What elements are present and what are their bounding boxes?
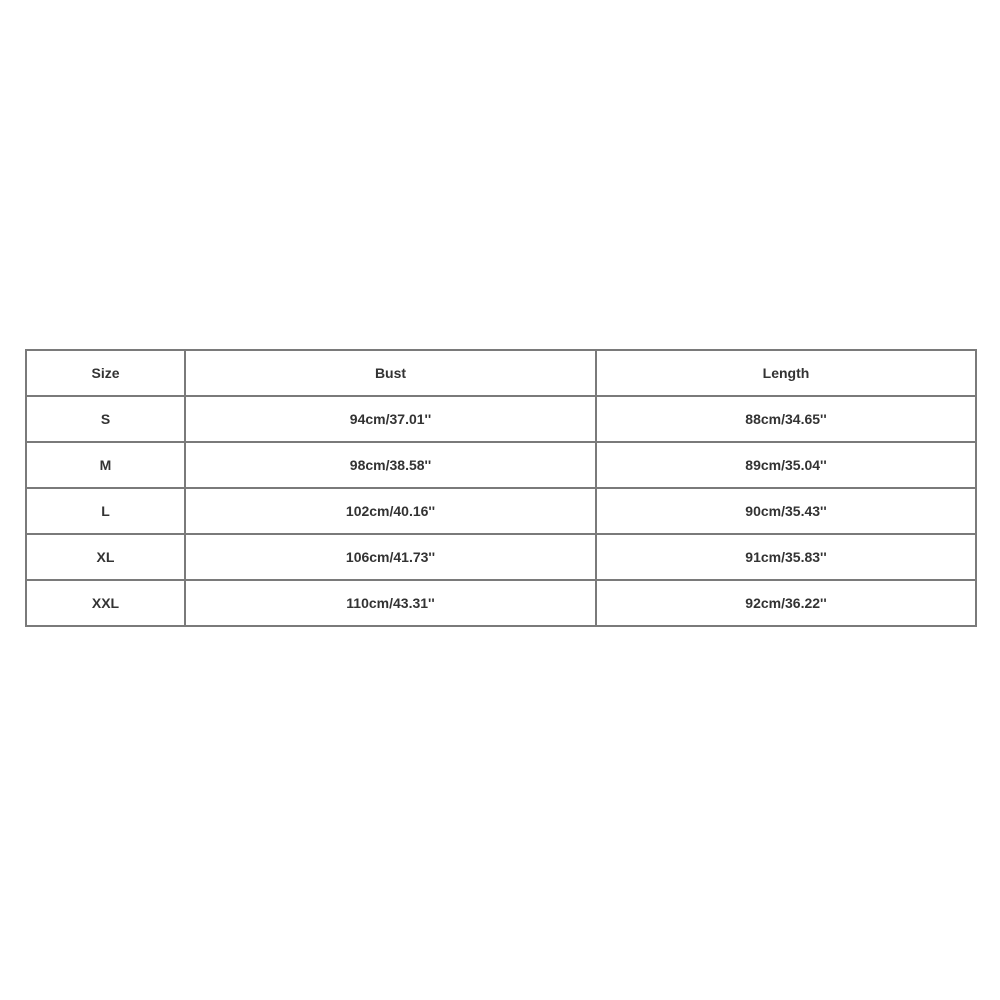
cell-length: 89cm/35.04'' bbox=[596, 442, 976, 488]
header-size: Size bbox=[26, 350, 185, 396]
cell-size: L bbox=[26, 488, 185, 534]
cell-length: 91cm/35.83'' bbox=[596, 534, 976, 580]
cell-bust: 98cm/38.58'' bbox=[185, 442, 596, 488]
size-chart-table bbox=[25, 349, 977, 627]
cell-length: 88cm/34.65'' bbox=[596, 396, 976, 442]
table-row bbox=[26, 534, 976, 580]
cell-size: S bbox=[26, 396, 185, 442]
cell-bust: 106cm/41.73'' bbox=[185, 534, 596, 580]
header-length: Length bbox=[596, 350, 976, 396]
cell-size: M bbox=[26, 442, 185, 488]
cell-size: XXL bbox=[26, 580, 185, 626]
cell-length: 90cm/35.43'' bbox=[596, 488, 976, 534]
cell-bust: 110cm/43.31'' bbox=[185, 580, 596, 626]
table-row bbox=[26, 442, 976, 488]
cell-bust: 94cm/37.01'' bbox=[185, 396, 596, 442]
table-row bbox=[26, 396, 976, 442]
table-row bbox=[26, 488, 976, 534]
cell-length: 92cm/36.22'' bbox=[596, 580, 976, 626]
cell-size: XL bbox=[26, 534, 185, 580]
header-bust: Bust bbox=[185, 350, 596, 396]
table-header-row bbox=[26, 350, 976, 396]
cell-bust: 102cm/40.16'' bbox=[185, 488, 596, 534]
table-row bbox=[26, 580, 976, 626]
